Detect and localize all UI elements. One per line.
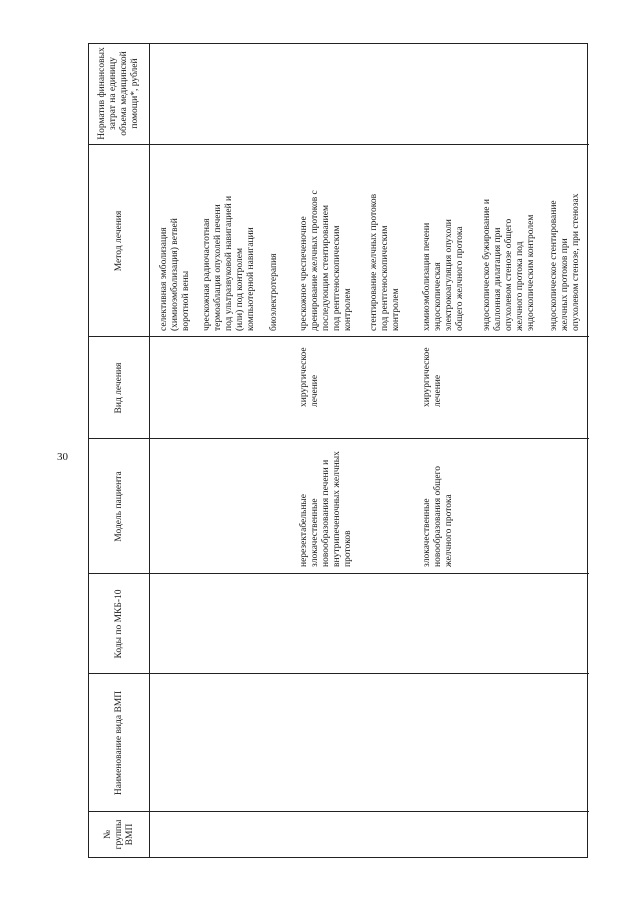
patient-model-cell (422, 466, 455, 567)
method-block (202, 196, 257, 331)
method-block (422, 223, 433, 331)
method-line: стентирование желчных протоков (369, 193, 379, 331)
method-line: желчного протока под (515, 241, 525, 331)
header-line: объема медицинской (119, 51, 129, 136)
rotated-page (88, 43, 588, 858)
method-line: эндоскопическое стентирование (549, 200, 559, 331)
method-line: под рентгеноскопическим (332, 225, 342, 331)
treatment-type-line: лечение (310, 374, 320, 407)
method-line: дренирование желчных протоков с (310, 190, 320, 331)
header-line: помощи*, рублей (130, 58, 140, 129)
treatment-type-line: хирургическое (422, 347, 432, 407)
column-divider (89, 573, 589, 574)
patient-model-line: желчного протока (444, 494, 454, 567)
header-vmp-name: Наименование вида ВМП (113, 690, 124, 796)
header-treatment-method: Метод лечения (113, 210, 124, 272)
patient-model-line: внутрипеченочных желчных (332, 451, 342, 567)
method-block (549, 194, 582, 332)
method-line: опухолевом стенозе общего (504, 218, 514, 331)
method-line: чрескожное чреспеченочное (299, 216, 309, 331)
method-block (433, 219, 466, 331)
treatment-type-line: лечение (433, 374, 443, 407)
treatment-type-line: хирургическое (299, 347, 309, 407)
method-line: электрокоагуляция опухоли (444, 219, 454, 331)
method-line: (химиоэмболизация) ветвей (170, 218, 180, 331)
method-block (299, 190, 354, 331)
patient-model-line: новообразования общего (433, 465, 443, 567)
vmp-table (88, 43, 588, 858)
header-financial-norm (89, 42, 149, 145)
header-line: группы (113, 819, 124, 850)
method-line: эндоскопическая (433, 262, 443, 331)
column-divider (89, 673, 589, 674)
method-line: воротной вены (181, 270, 191, 331)
column-divider (89, 811, 589, 812)
method-line: химиоэмболизация печени (422, 222, 432, 331)
header-patient-model: Модель пациента (113, 471, 124, 542)
method-line: эндоскопическим контролем (526, 214, 536, 331)
method-line: опухолевом стенозе, при стенозах (571, 193, 581, 331)
method-line: баллонная дилатация при (493, 227, 503, 331)
treatment-type-cell (299, 347, 321, 407)
method-line: под ультразвуковой навигацией и (224, 195, 234, 331)
patient-model-line: нерезектабельные (299, 493, 309, 567)
method-block (369, 194, 402, 331)
method-line: биоэлектротерапия (269, 253, 279, 331)
treatment-type-cell (422, 347, 444, 407)
method-line: контролем (343, 288, 353, 331)
patient-model-cell (299, 451, 354, 567)
header-line: затрат на единицу (108, 57, 118, 130)
method-block (482, 199, 537, 331)
header-line: № (102, 829, 113, 840)
page-number: 30 (57, 451, 68, 463)
column-divider (89, 144, 589, 145)
method-line: общего желчного протока (455, 226, 465, 331)
table-header (89, 44, 150, 857)
patient-model-line: злокачественные (310, 498, 320, 567)
method-block (159, 218, 192, 331)
header-icd-codes: Коды по МКБ-10 (113, 589, 124, 659)
header-group-no (89, 812, 149, 857)
method-line: чрескожная радиочастотная (202, 218, 212, 331)
method-line: контролем (391, 288, 401, 331)
patient-model-line: протоков (343, 530, 353, 567)
header-treatment-type: Вид лечения (113, 362, 124, 414)
patient-model-line: злокачественные (422, 498, 432, 567)
patient-model-line: новообразования печени и (321, 459, 331, 567)
method-line: под рентгеноскопическим (380, 225, 390, 331)
column-divider (89, 336, 589, 337)
method-line: эндоскопическое бужирование и (482, 199, 492, 331)
method-line: компьютерной навигации (246, 227, 256, 331)
method-line: термоаблация опухолей печени (213, 204, 223, 331)
column-divider (89, 438, 589, 439)
method-line: селективная эмболизация (159, 227, 169, 331)
method-line: последующим стентированием (321, 205, 331, 331)
method-line: желчных протоков при (560, 238, 570, 331)
header-line: ВМП (124, 823, 135, 846)
method-line: (или) под контролем (235, 248, 245, 331)
header-line: Норматив финансовых (97, 47, 107, 140)
method-block (269, 253, 280, 331)
